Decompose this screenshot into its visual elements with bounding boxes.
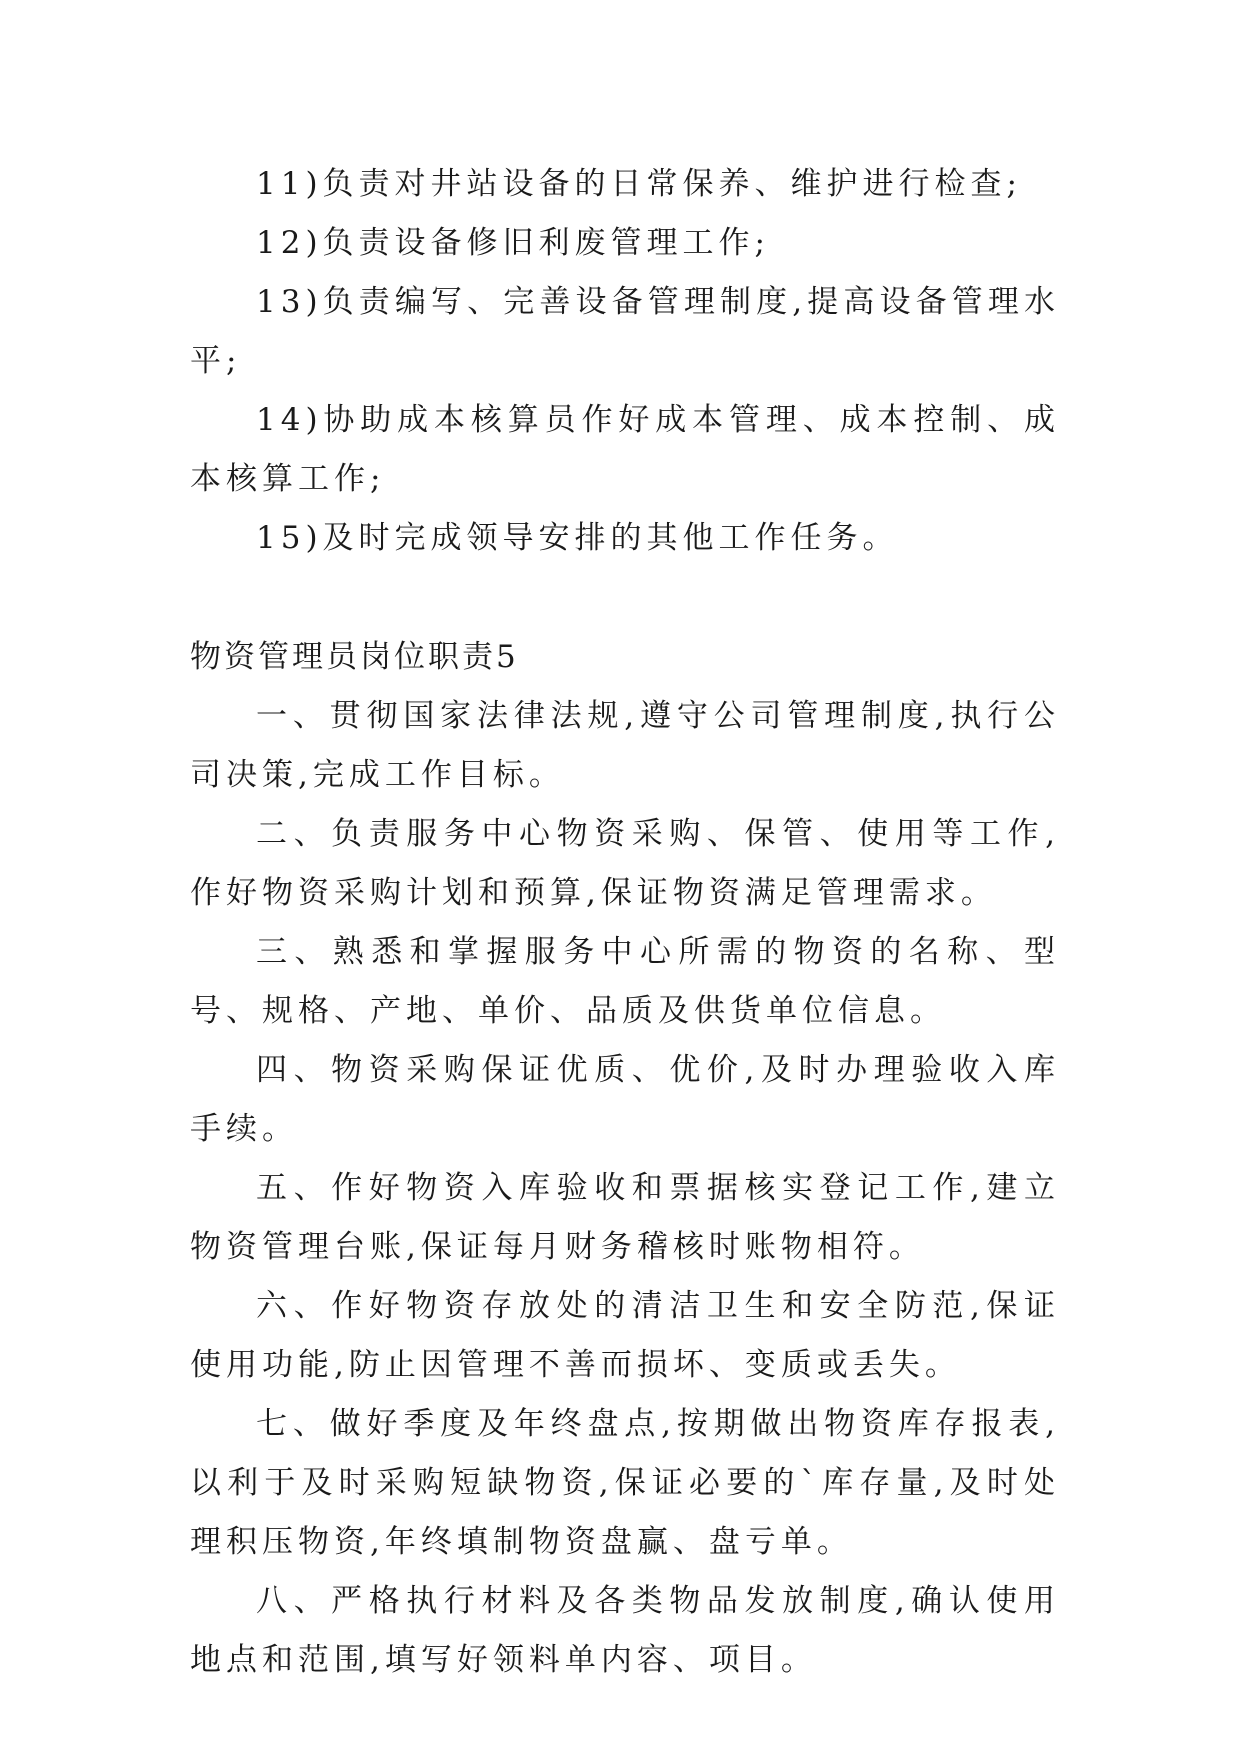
paragraph: 七、做好季度及年终盘点,按期做出物资库存报表,以利于及时采购短缺物资,保证必要的`库存量,及时处理积压物资,年终填制物资盘赢、盘亏单。 — [190, 1406, 1060, 1560]
paragraph: 八、严格执行材料及各类物品发放制度,确认使用地点和范围,填写好领料单内容、项目。 — [190, 1583, 1060, 1678]
paragraph: 六、作好物资存放处的清洁卫生和安全防范,保证使用功能,防止因管理不善而损坏、变质或丢失。 — [190, 1288, 1060, 1383]
paragraph: 五、作好物资入库验收和票据核实登记工作,建立物资管理台账,保证每月财务稽核时账物相符。 — [190, 1170, 1060, 1265]
list-item: 12)负责设备修旧利废管理工作; — [256, 225, 770, 261]
list-item: 11)负责对井站设备的日常保养、维护进行检查; — [256, 166, 1022, 202]
section-title: 物资管理员岗位职责5 — [190, 639, 519, 675]
list-item: 15)及时完成领导安排的其他工作任务。 — [256, 520, 899, 556]
document-body — [190, 155, 1060, 1690]
list-item: 14)协助成本核算员作好成本管理、成本控制、成本核算工作; — [190, 402, 1060, 497]
paragraph: 四、物资采购保证优质、优价,及时办理验收入库手续。 — [190, 1052, 1060, 1147]
paragraph: 三、熟悉和掌握服务中心所需的物资的名称、型号、规格、产地、单价、品质及供货单位信息。 — [190, 934, 1060, 1029]
list-item: 13)负责编写、完善设备管理制度,提高设备管理水平; — [190, 284, 1060, 379]
paragraph: 一、贯彻国家法律法规,遵守公司管理制度,执行公司决策,完成工作目标。 — [190, 698, 1060, 793]
paragraph: 二、负责服务中心物资采购、保管、使用等工作,作好物资采购计划和预算,保证物资满足管理需求。 — [190, 816, 1060, 911]
